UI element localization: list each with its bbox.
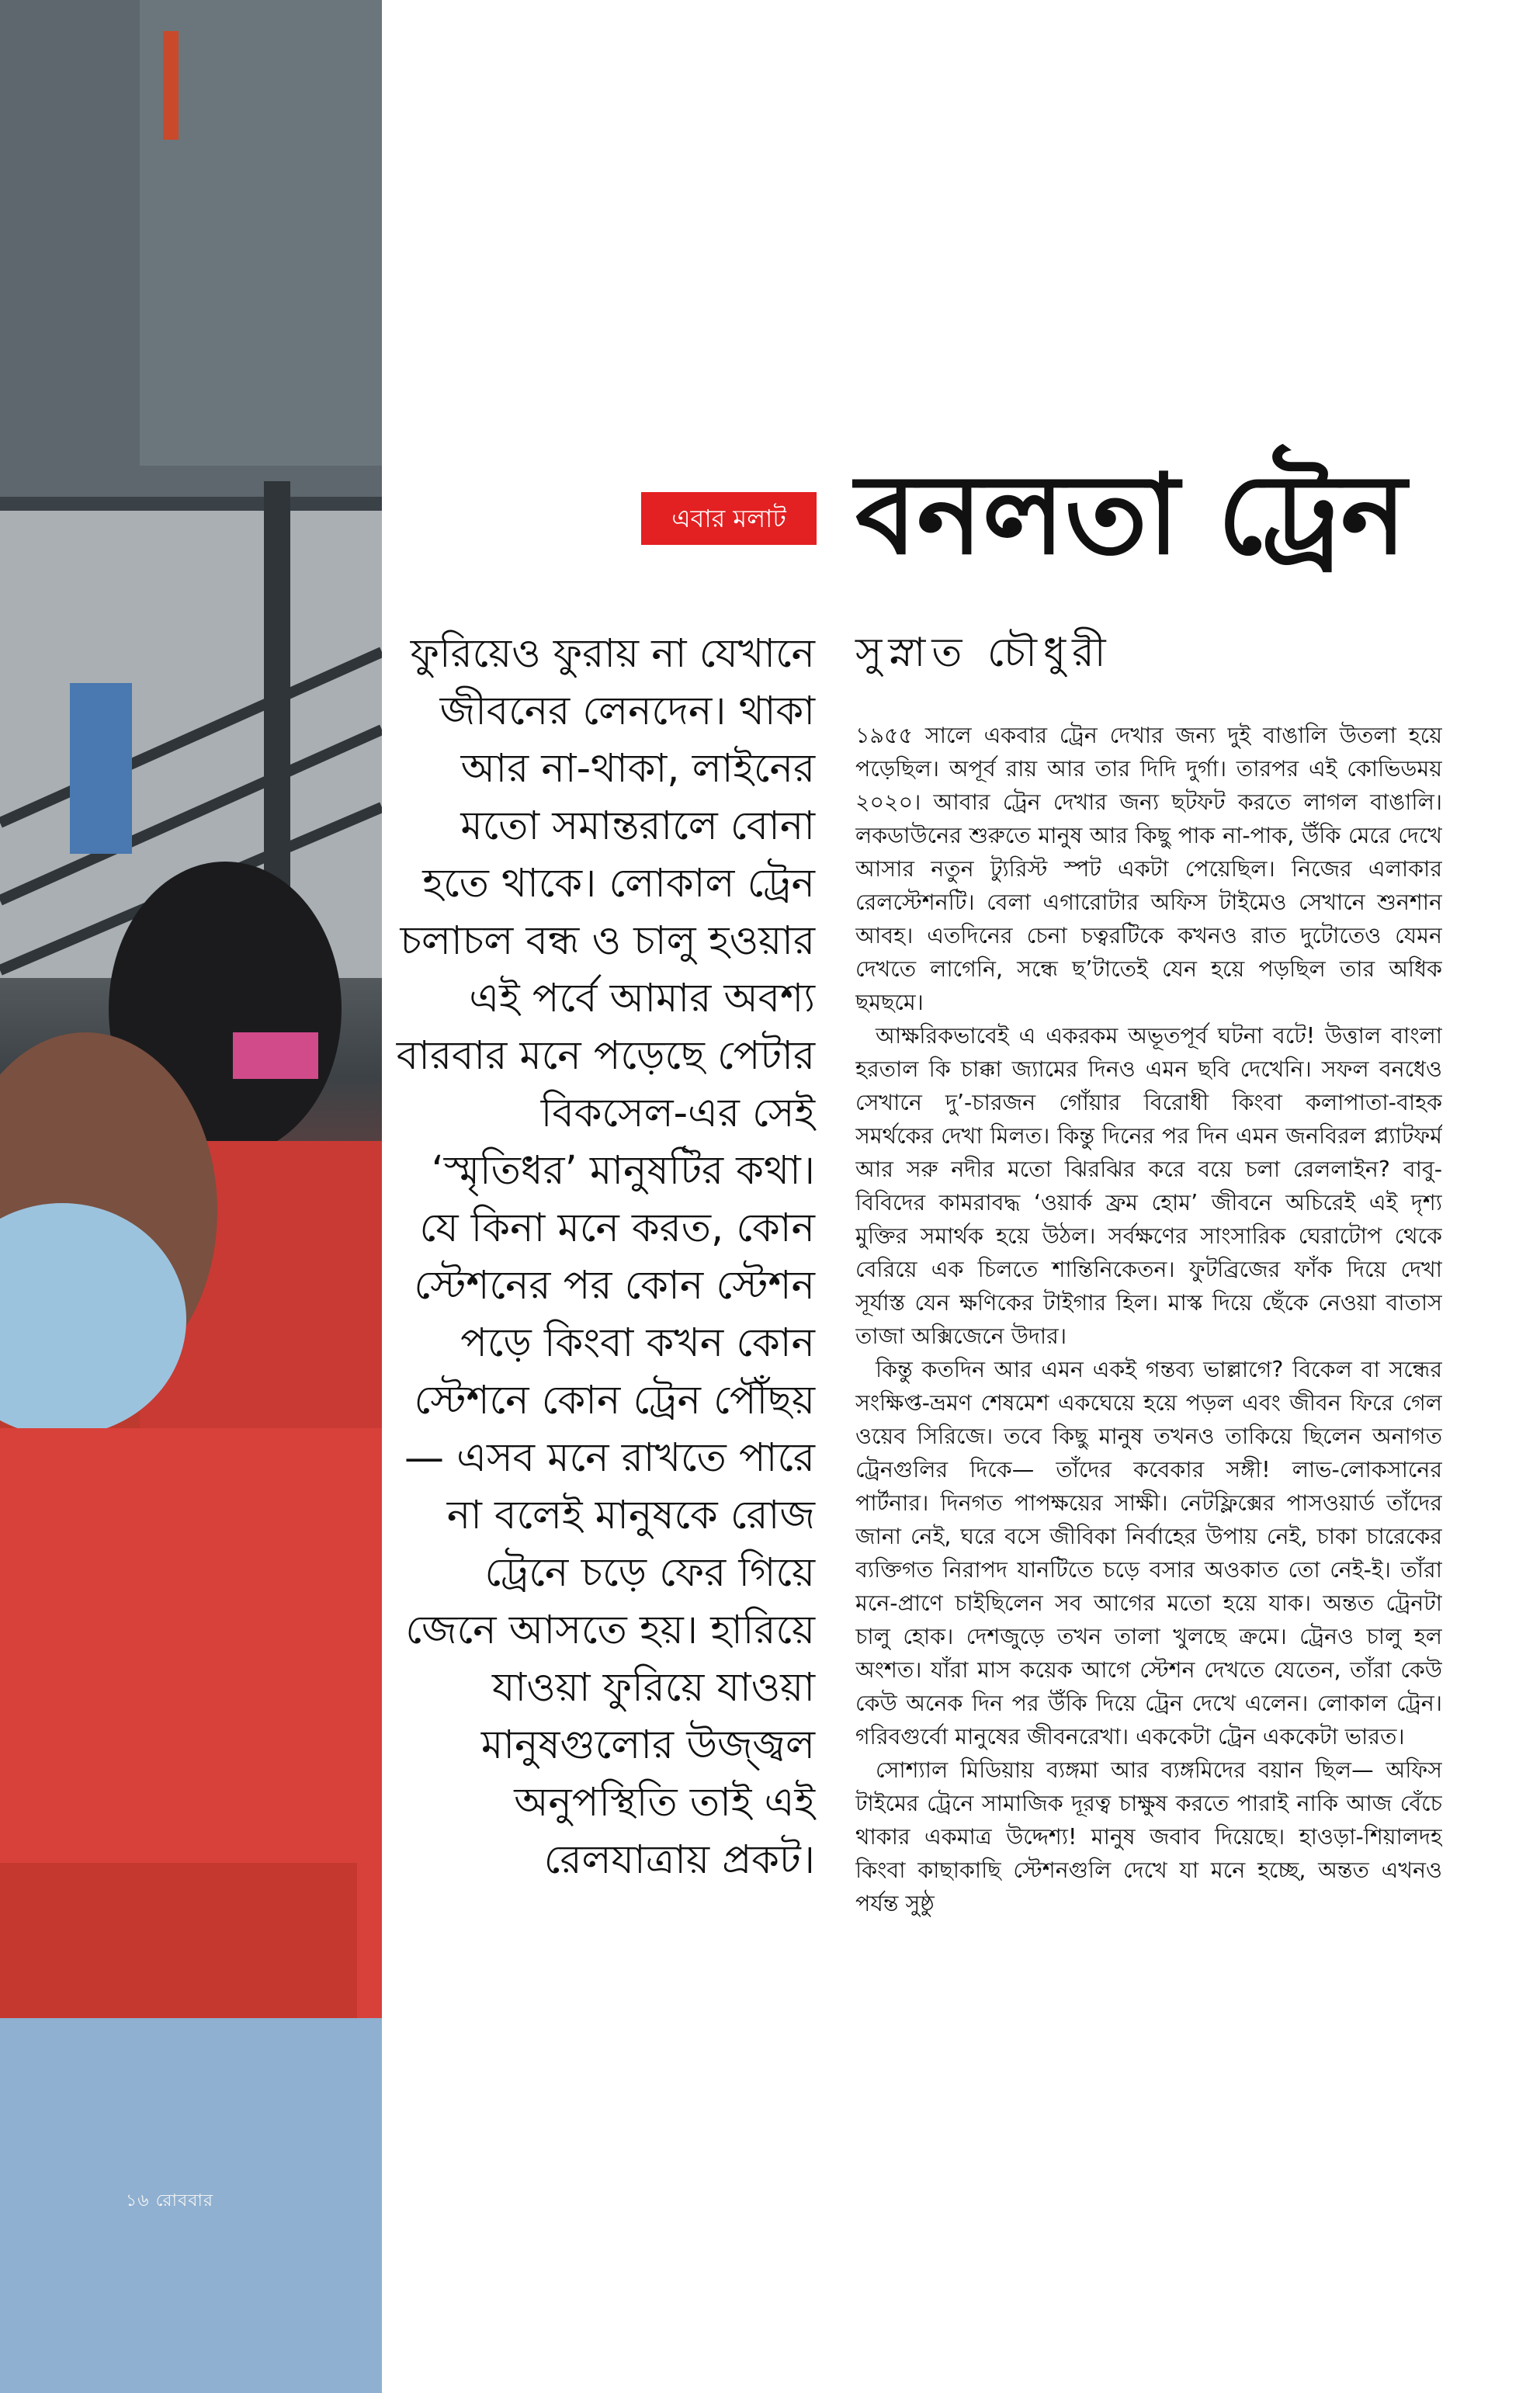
pull-quote (392, 626, 815, 1889)
pull-quote-text: ফুরিয়েও ফুরায় না যেখানে জীবনের লেনদেন। থাকা আর না-থাকা, লাইনের মতো সমান্তরালে বোনা হতে থাকে। লোকাল ট্রেন চলাচল বন্ধ ও চালু হওয়ার এই পর্বে আমার অবশ্য বারবার মনে পড়েছে পেটার বিকসেল-এর সেই ‘স্মৃতিধর’ মানুষটির কথা। যে কিনা মনে করত, কোন স্টেশনের পর কোন স্টেশন পড়ে কিংবা কখন কোন স্টেশনে কোন ট্রেন পৌঁছয়— এসব মনে রাখতে পারে না বলেই মানুষকে রোজ ট্রেনে চড়ে ফের গিয়ে জেনে আসতে হয়। হারিয়ে যাওয়া ফুরিয়ে যাওয়া মানুষগুলোর উজ্জ্বল অনুপস্থিতি তাই এই রেলযাত্রায় প্রকট। (396, 631, 815, 1883)
article-title: বনলতা ট্রেন (855, 451, 1406, 579)
cover-photo (0, 0, 382, 2393)
article-body (855, 719, 1442, 2372)
body-paragraph: ১৯৫৫ সালে একবার ট্রেন দেখার জন্য দুই বাঙালি উতলা হয়ে পড়েছিল। অপূর্ব রায় আর তার দিদি দুর্গা। তারপর এই কোভিডময় ২০২০। আবার ট্রেন দেখার জন্য ছটফট করতে লাগল বাঙালি। লকডাউনের শুরুতে মানুষ আর কিছু পাক না-পাক, উঁকি মেরে দেখে আসার নতুন ট্যুরিস্ট স্পট একটা পেয়েছিল। নিজের এলাকার রেলস্টেশনটি। বেলা এগারোটার অফিস টাইমেও সেখানে শুনশান আবহ। এতদিনের চেনা চত্বরটিকে কখনও রাত দুটোতেও যেমন দেখতে লাগেনি, সন্ধে ছ’টাতেই যেন হয়ে পড়ছিল তার অধিক ছমছমে। (855, 723, 1442, 1015)
body-paragraph: কিন্তু কতদিন আর এমন একই গন্তব্য ভাল্লাগে? বিকেল বা সন্ধের সংক্ষিপ্ত-ভ্রমণ শেষমেশ একঘেয়ে হয়ে পড়ল এবং জীবন ফিরে গেল ওয়েব সিরিজে। তবে কিছু মানুষ তখনও তাকিয়ে ছিলেন অনাগত ট্রেনগুলির দিকে— তাঁদের কবেকার সঙ্গী! লাভ-লোকসানের পার্টনার। দিনগত পাপক্ষয়ের সাক্ষী। নেটফ্লিক্সের পাসওয়ার্ড তাঁদের জানা নেই, ঘরে বসে জীবিকা নির্বাহের উপায় নেই, চাকা চারেকের ব্যক্তিগত নিরাপদ যানটিতে চড়ে বসার অওকাত তো নেই-ই। তাঁরা মনে-প্রাণে চাইছিলেন সব আগের মতো হয়ে যাক। অন্তত ট্রেনটা চালু হোক। দেশজুড়ে তখন তালা খুলছে ক্রমে। ট্রেনও চালু হল অংশত। যাঁরা মাস কয়েক আগে স্টেশন দেখতে যেতেন, তাঁরা কেউ কেউ অনেক দিন পর উঁকি দিয়ে ট্রেন দেখে এলেন। লোকাল ট্রেন। গরিবগুর্বো মানুষের জীবনরেখা। এককেটা ট্রেন এককেটা ভারত। (855, 1357, 1442, 1750)
body-paragraph: আক্ষরিকভাবেই এ একরকম অভূতপূর্ব ঘটনা বটে! উত্তাল বাংলা হরতাল কি চাক্কা জ্যামের দিনও এমন ছবি দেখেনি। সফল বনধেও সেখানে দু’-চারজন গোঁয়ার বিরোধী কিংবা কলাপাতা-বাহক সমর্থকের দেখা মিলত। কিন্তু দিনের পর দিন এমন জনবিরল প্ল্যাটফর্ম আর সরু নদীর মতো ঝিরঝির করে বয়ে চলা রেললাইন? বাবু-বিবিদের কামরাবদ্ধ ‘ওয়ার্ক ফ্রম হোম’ জীবনে অচিরেই এই দৃশ্য মুক্তির সমার্থক হয়ে উঠল। সর্বক্ষণের সাংসারিক ঘেরাটোপ থেকে বেরিয়ে এক চিলতে শান্তিনিকেতন। ফুটব্রিজের ফাঁক দিয়ে দেখা সূর্যাস্ত যেন ক্ষণিকের টাইগার হিল। মাস্ক দিয়ে ছেঁকে নেওয়া বাতাস তাজা অক্সিজেনে উদার। (855, 1023, 1442, 1349)
section-label: এবার মলাট (641, 492, 817, 545)
body-paragraph: সোশ্যাল মিডিয়ায় ব্যঙ্গমা আর ব্যঙ্গমিদের বয়ান ছিল— অফিস টাইমের ট্রেনে সামাজিক দূরত্ব চাক্ষুষ করতে পারাই নাকি আজ বেঁচে থাকার একমাত্র উদ্দেশ্য! মানুষ জবাব দিয়েছে। হাওড়া-শিয়ালদহ কিংবা কাছাকাছি স্টেশনগুলি দেখে যা মনে হচ্ছে, অন্তত এখনও পর্যন্ত সুষ্ঠু (855, 1757, 1442, 1916)
photo-illustration (0, 0, 382, 2393)
page-number: ১৬ রোববার (126, 2191, 213, 2211)
author-byline: সুস্নাত চৌধুরী (855, 629, 1112, 676)
